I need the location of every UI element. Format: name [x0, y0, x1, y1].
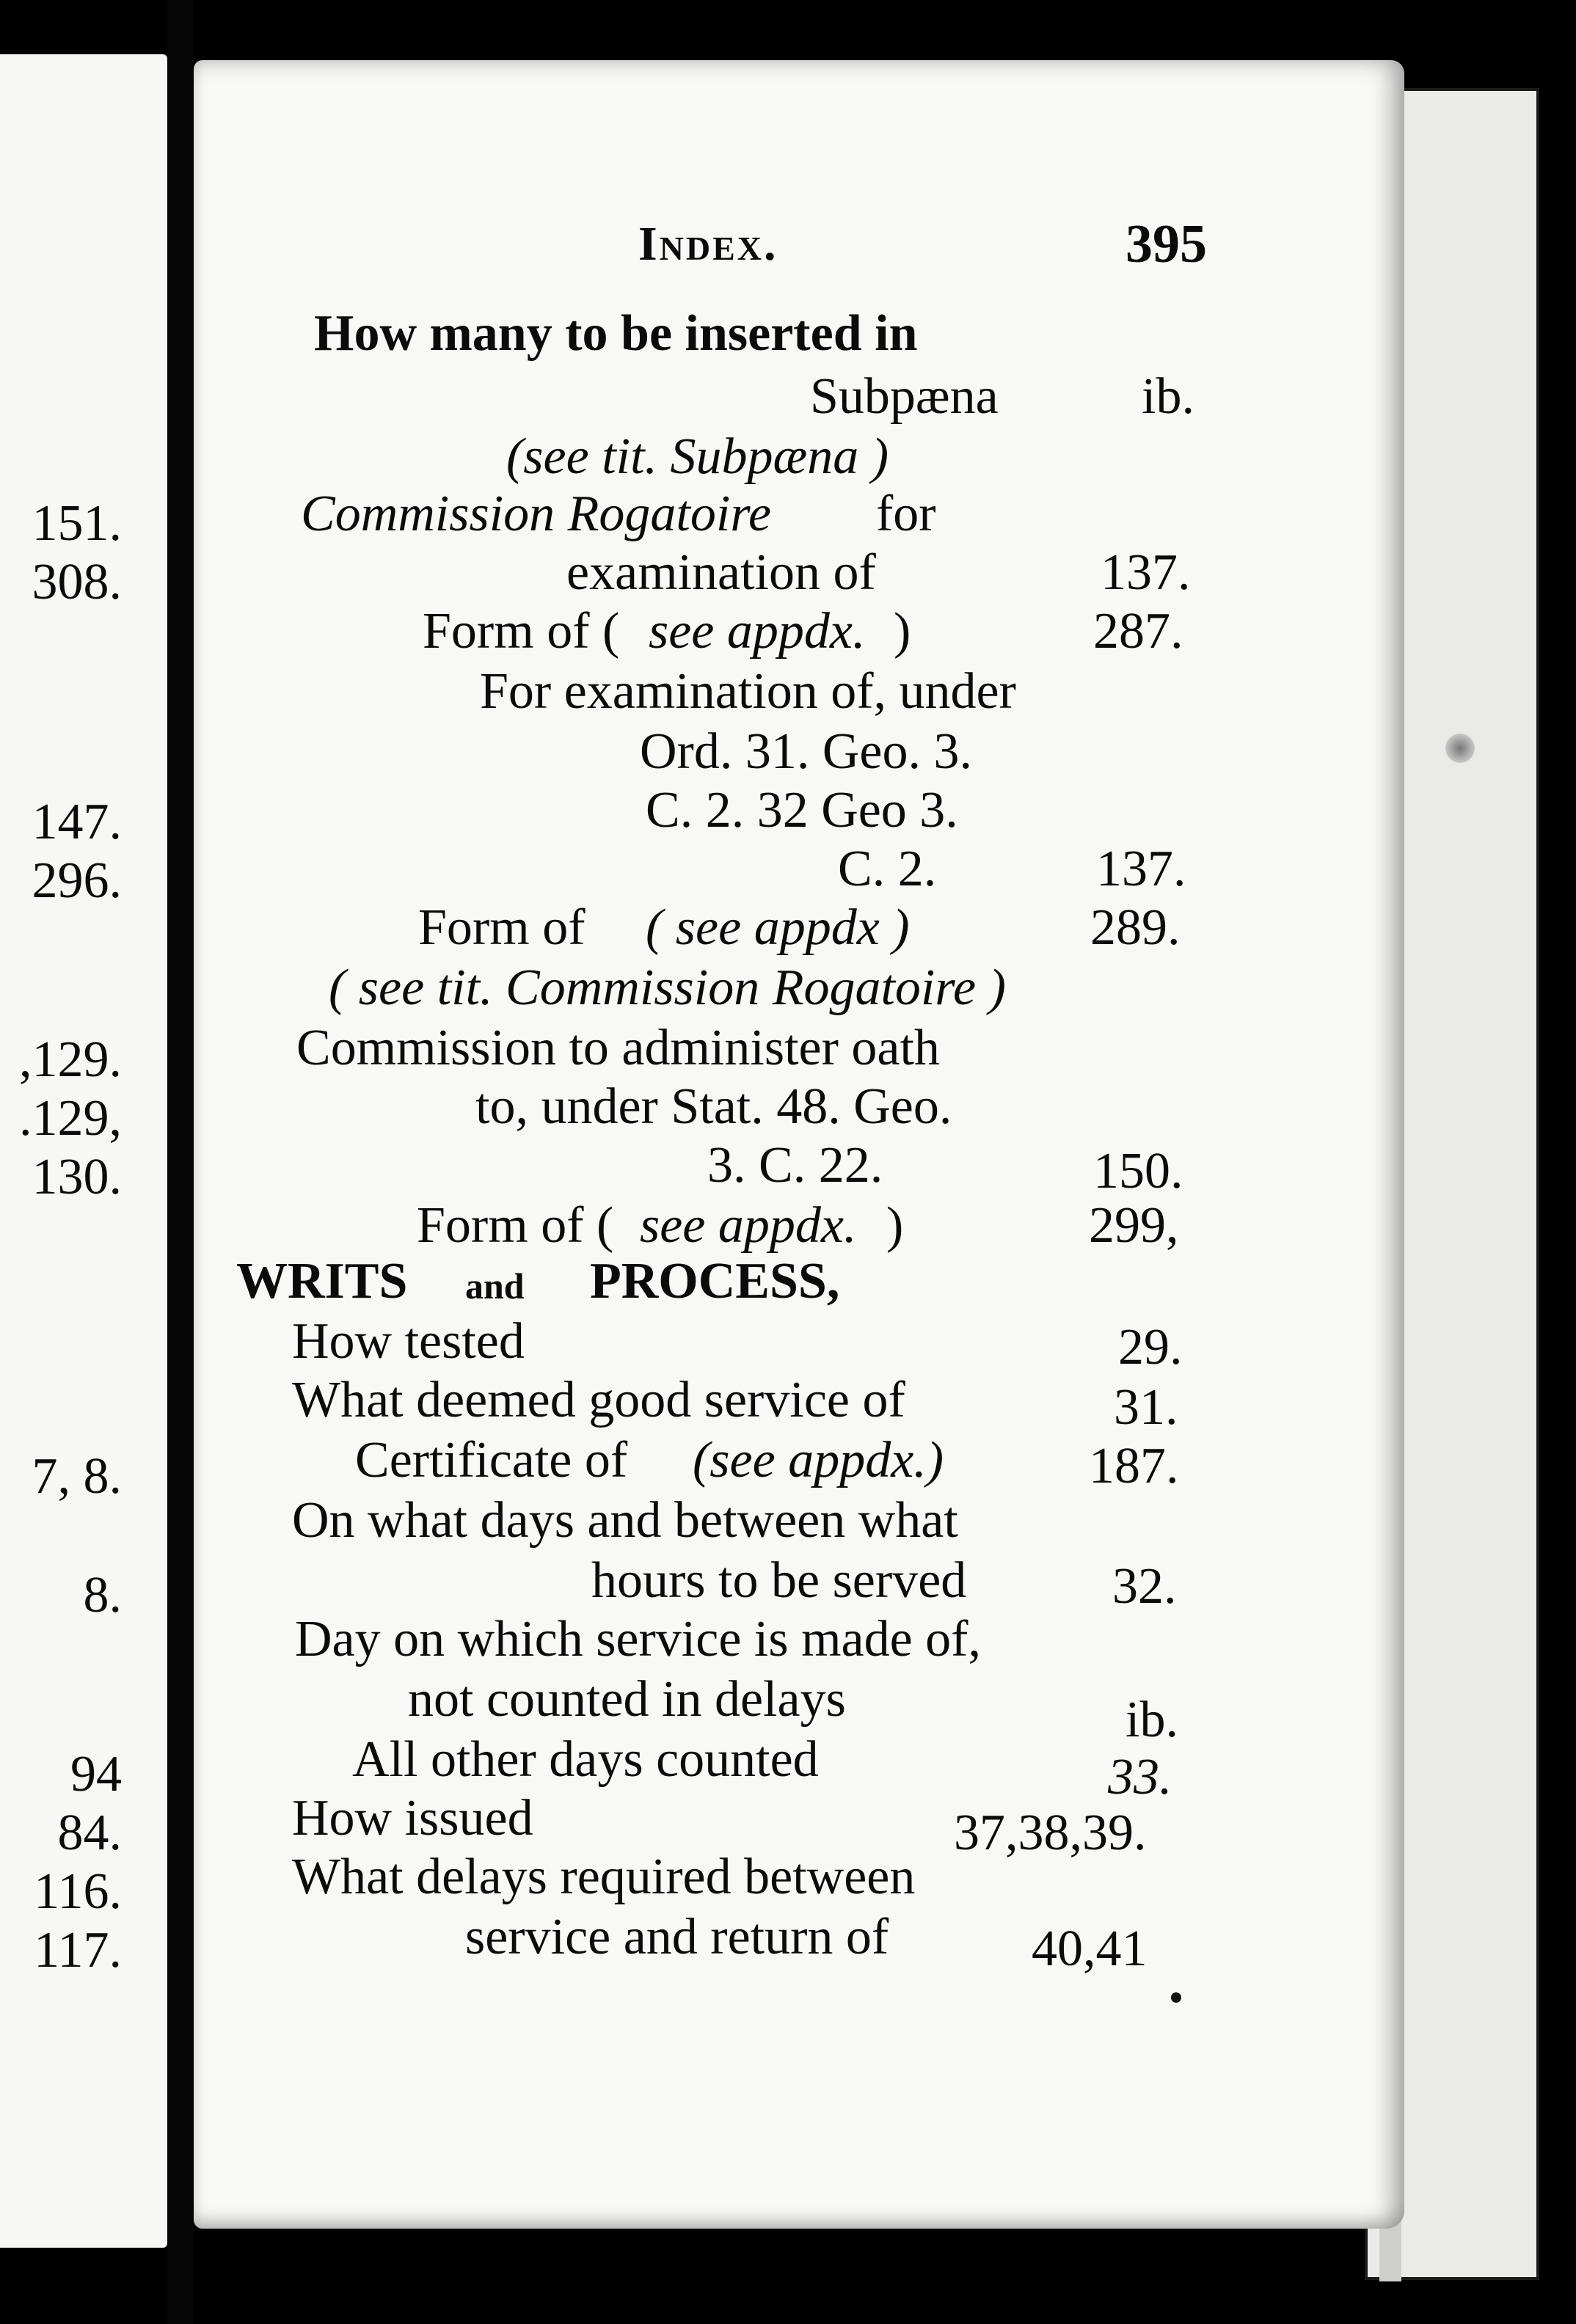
index-entry: Day on which service is made of,: [295, 1611, 981, 1667]
index-entry: ): [894, 603, 911, 659]
index-entry: service and return of: [465, 1909, 889, 1965]
index-entry: for: [876, 486, 936, 542]
left-page-number: 117.: [34, 1922, 122, 1978]
ink-smudge: [1445, 734, 1475, 763]
index-entry: examination of: [566, 544, 876, 601]
page-ref: 33.: [1108, 1749, 1172, 1805]
page-ref: 287.: [1093, 603, 1183, 659]
page-ref: 299,: [1089, 1197, 1179, 1254]
left-page-number: 84.: [57, 1805, 122, 1861]
left-page-number: 296.: [32, 852, 122, 909]
running-head: Index.: [638, 217, 778, 271]
section-heading: PROCESS,: [590, 1253, 840, 1309]
page-ref: 29.: [1118, 1319, 1183, 1375]
left-page-number: 116.: [34, 1863, 122, 1920]
cross-reference: see appdx.: [640, 1197, 857, 1254]
page-ref: 32.: [1112, 1558, 1177, 1615]
section-heading: WRITS: [236, 1253, 408, 1309]
index-entry: Form of (: [417, 1197, 614, 1254]
cross-reference: ( see appdx ): [646, 899, 910, 956]
index-entry: Form of (: [423, 603, 620, 659]
page-ref: 289.: [1090, 899, 1181, 956]
index-entry: On what days and between what: [292, 1492, 958, 1549]
index-entry: How issued: [292, 1790, 533, 1846]
page-ref: 137.: [1096, 841, 1186, 897]
index-entry: How tested: [292, 1313, 525, 1370]
index-entry: Certificate of: [355, 1432, 628, 1488]
left-page-number: .129,: [19, 1090, 122, 1147]
cross-reference: (see tit. Subpæna ): [506, 428, 889, 485]
left-page-number: 308.: [32, 554, 122, 610]
index-entry: C. 2.: [838, 841, 937, 897]
cross-reference: ( see tit. Commission Rogatoire ): [329, 960, 1006, 1016]
index-entry: Form of: [418, 899, 585, 956]
index-entry: Commission to administer oath: [296, 1020, 940, 1076]
index-entry: to, under Stat. 48. Geo.: [475, 1078, 952, 1135]
left-page-number: 130.: [32, 1149, 122, 1205]
index-entry: All other days counted: [352, 1731, 819, 1788]
left-page-number: 151.: [32, 495, 122, 552]
section-heading: and: [465, 1265, 525, 1307]
page-number: 395: [1126, 214, 1207, 274]
page-ref: 37,38,39.: [954, 1805, 1147, 1861]
index-entry: Subpæna: [810, 368, 999, 425]
book-gutter: [167, 0, 194, 2324]
left-page: [0, 54, 167, 2248]
left-page-number: 147.: [32, 794, 122, 850]
left-page-number: 94: [70, 1746, 122, 1802]
index-entry: How many to be inserted in: [314, 305, 918, 362]
index-entry: not counted in delays: [408, 1671, 846, 1728]
cross-reference: (see appdx.): [693, 1432, 944, 1488]
index-entry: What deemed good service of: [292, 1372, 905, 1428]
left-page-number: 7, 8.: [32, 1448, 122, 1505]
page-ref: 150.: [1093, 1143, 1183, 1199]
left-page-number: 8.: [83, 1567, 122, 1623]
index-entry: For examination of, under: [480, 663, 1016, 720]
cross-reference: see appdx.: [649, 603, 866, 659]
period-mark: [1171, 1992, 1181, 2003]
index-entry: hours to be served: [591, 1552, 967, 1609]
page-ref: 137.: [1101, 544, 1191, 601]
index-entry: Commission Rogatoire: [301, 486, 772, 542]
index-entry: What delays required between: [292, 1849, 916, 1905]
index-entry: 3. C. 22.: [707, 1137, 883, 1194]
page-ref: 31.: [1114, 1379, 1178, 1436]
page-ref: 187.: [1089, 1438, 1179, 1494]
page-ref: ib.: [1126, 1692, 1178, 1748]
page-ref: 40,41: [1032, 1921, 1148, 1977]
page-ref: ib.: [1142, 368, 1194, 425]
index-entry: C. 2. 32 Geo 3.: [646, 782, 958, 838]
index-entry: Ord. 31. Geo. 3.: [640, 723, 972, 780]
index-entry: ): [886, 1197, 904, 1254]
left-page-number: ,129.: [19, 1031, 122, 1088]
